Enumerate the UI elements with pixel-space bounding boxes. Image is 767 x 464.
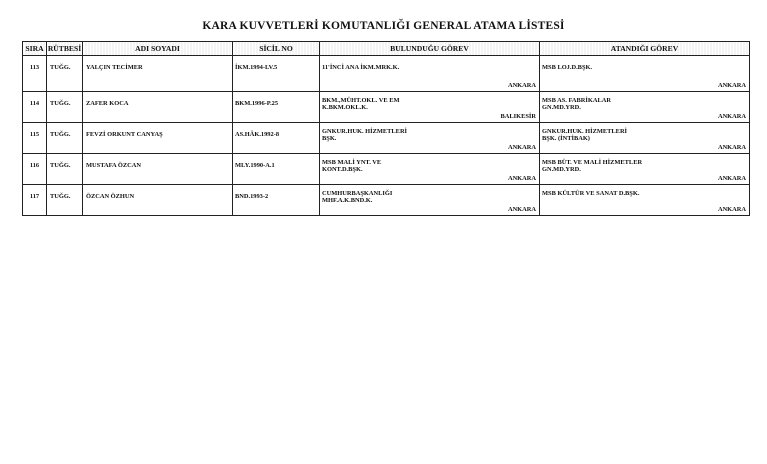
bulundugu-line-1: 11'İNCİ ANA İKM.MRK.K.: [322, 64, 400, 71]
cell-sira: 116: [23, 154, 47, 185]
cell-bulundugu-gorev: [320, 185, 540, 216]
header-ad-soyad: ADI SOYADI: [83, 42, 233, 56]
atandigi-city: ANKARA: [717, 144, 746, 151]
cell-rutbe: TUĞG.: [47, 185, 83, 216]
cell-sira: 113: [23, 56, 47, 92]
cell-sira: 115: [23, 123, 47, 154]
cell-atandigi-gorev: [540, 92, 750, 123]
cell-rutbe: TUĞG.: [47, 123, 83, 154]
atandigi-line-1: MSB KÜLTÜR VE SANAT D.BŞK.: [542, 190, 640, 197]
atandigi-city: ANKARA: [717, 175, 746, 182]
cell-bulundugu-gorev: [320, 92, 540, 123]
cell-atandigi-gorev: [540, 56, 750, 92]
atandigi-line-2: GN.MD.YRD.: [542, 104, 581, 111]
atandigi-city: ANKARA: [717, 113, 746, 120]
page-title: KARA KUVVETLERİ KOMUTANLIĞI GENERAL ATAMA LİSTESİ: [202, 20, 565, 32]
cell-atandigi-gorev: [540, 185, 750, 216]
cell-sicil-no: İKM.1994-LV.5: [233, 56, 320, 92]
bulundugu-line-1: MSB MALİ YNT. VE: [322, 159, 382, 166]
cell-sira: 117: [23, 185, 47, 216]
bulundugu-line-2: KONT.D.BŞK.: [322, 166, 363, 173]
header-rutbe: RÜTBESİ: [47, 42, 83, 56]
atandigi-line-1: MSB LOJ.D.BŞK.: [542, 64, 593, 71]
bulundugu-line-2: BŞK.: [322, 135, 337, 142]
bulundugu-line-2: K.BKM.OKL.K.: [322, 104, 368, 111]
bulundugu-line-1: BKM.,MÜHT.OKL. VE EM: [322, 97, 400, 104]
atandigi-line-2: BŞK. (İNTİBAK): [542, 135, 590, 142]
cell-atandigi-gorev: [540, 123, 750, 154]
table-header-row: [23, 42, 750, 56]
header-sicil-no: SİCİL NO: [233, 42, 320, 56]
atandigi-line-1: MSB AS. FABRİKALAR: [542, 97, 611, 104]
bulundugu-line-1: CUMHURBAŞKANLIĞI: [322, 190, 393, 197]
atandigi-line-1: GNKUR.HUK. HİZMETLERİ: [542, 128, 628, 135]
header-bulundugu-gorev: BULUNDUĞU GÖREV: [320, 42, 540, 56]
bulundugu-city: ANKARA: [507, 82, 536, 89]
cell-bulundugu-gorev: [320, 154, 540, 185]
cell-ad-soyad: MUSTAFA ÖZCAN: [83, 154, 233, 185]
assignment-table: [22, 41, 750, 216]
table-row: [23, 154, 750, 185]
atandigi-city: ANKARA: [717, 206, 746, 213]
bulundugu-line-1: GNKUR.HUK. HİZMETLERİ: [322, 128, 408, 135]
cell-rutbe: TUĞG.: [47, 92, 83, 123]
cell-ad-soyad: FEVZİ ORKUNT CANYAŞ: [83, 123, 233, 154]
table-row: [23, 92, 750, 123]
table-row: [23, 185, 750, 216]
header-sira: SIRA: [23, 42, 47, 56]
header-atandigi-gorev: ATANDIĞI GÖREV: [540, 42, 750, 56]
cell-rutbe: TUĞG.: [47, 154, 83, 185]
cell-ad-soyad: YALÇIN TECİMER: [83, 56, 233, 92]
cell-sicil-no: BND.1993-2: [233, 185, 320, 216]
cell-atandigi-gorev: [540, 154, 750, 185]
cell-bulundugu-gorev: [320, 123, 540, 154]
cell-ad-soyad: ÖZCAN ÖZHUN: [83, 185, 233, 216]
cell-bulundugu-gorev: [320, 56, 540, 92]
atandigi-line-1: MSB BÜT. VE MALİ HİZMETLER: [542, 159, 643, 166]
cell-sira: 114: [23, 92, 47, 123]
table-row: [23, 56, 750, 92]
table-row: [23, 123, 750, 154]
bulundugu-city: ANKARA: [507, 206, 536, 213]
cell-ad-soyad: ZAFER KOCA: [83, 92, 233, 123]
cell-sicil-no: BKM.1996-P.25: [233, 92, 320, 123]
atandigi-city: ANKARA: [717, 82, 746, 89]
bulundugu-city: BALIKESİR: [500, 113, 536, 120]
cell-sicil-no: MLY.1990-A.1: [233, 154, 320, 185]
bulundugu-city: ANKARA: [507, 144, 536, 151]
bulundugu-city: ANKARA: [507, 175, 536, 182]
cell-rutbe: TUĞG.: [47, 56, 83, 92]
bulundugu-line-2: MHF.A.K.BND.K.: [322, 197, 373, 204]
cell-sicil-no: AS.HÂK.1992-8: [233, 123, 320, 154]
atandigi-line-2: GN.MD.YRD.: [542, 166, 581, 173]
